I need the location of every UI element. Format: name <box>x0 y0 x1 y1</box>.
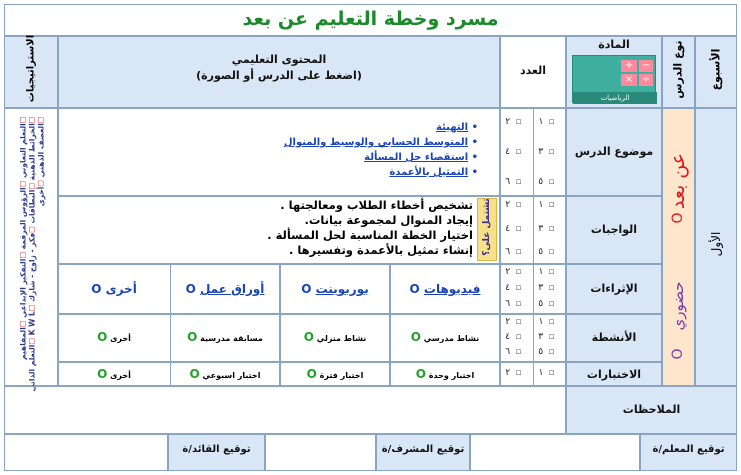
count-box-5[interactable]: ٥ ☐ <box>538 299 555 309</box>
count-box-2[interactable]: ٢ ☐ <box>505 317 522 327</box>
minus-tile-icon: − <box>639 60 653 72</box>
enrichments-label: الإثراءات <box>590 282 638 295</box>
topic-list <box>258 120 478 180</box>
leader-sign-label: توقيع القائد/ة <box>182 444 251 455</box>
strategy-checkbox-icon: ☐ <box>36 179 46 187</box>
lesson-type-header: نوع الدرس <box>671 40 685 99</box>
divide-tile-icon: ÷ <box>639 74 653 86</box>
strategy-checkbox-icon: ☐ <box>27 337 37 345</box>
strategy-checkbox-icon: ☐ <box>36 116 46 124</box>
leader-sign-field[interactable] <box>4 434 168 471</box>
strategies-list <box>19 117 46 393</box>
count-box-1[interactable]: ١ ☐ <box>538 200 555 210</box>
homework-tag-label: تشتمل على؟ <box>482 198 492 256</box>
subject-image[interactable] <box>572 55 656 103</box>
strategy-item: التفكير الإبداعي <box>18 258 28 318</box>
activity-option-competition[interactable]: مسابقة مدرسية O <box>187 330 263 344</box>
list-item[interactable]: • التمثيل بالأعمدة <box>389 167 478 178</box>
strategy-checkbox-icon: ☐ <box>27 226 37 233</box>
activity-option-other[interactable]: أخرى O <box>97 330 131 344</box>
topic-link[interactable]: التهيئة <box>436 122 469 133</box>
radio-circle-icon: O <box>409 282 420 296</box>
strategy-item: التعلم التعاوني <box>18 123 28 179</box>
strategy-item: العصف الذهني <box>36 123 46 178</box>
strategy-checkbox-icon: ☐ <box>18 180 28 188</box>
radio-circle-icon: O <box>301 282 312 296</box>
strategy-checkbox-icon: ☐ <box>27 304 37 312</box>
list-item[interactable]: • استقصاء حل المسألة <box>364 152 478 163</box>
strategy-item: K W L <box>27 311 37 336</box>
subject-image-caption: الرياضيات <box>573 92 657 104</box>
count-box-2[interactable]: ٢ ☐ <box>505 117 522 127</box>
count-box-2[interactable]: ٢ ☐ <box>505 368 522 378</box>
count-box-3[interactable]: ٣ ☐ <box>538 332 555 342</box>
subject-header: المادة <box>598 38 630 51</box>
week-header: الأسبوع <box>709 48 723 91</box>
strategy-checkbox-icon: ☐ <box>18 320 28 328</box>
teacher-sign-field[interactable] <box>470 434 640 471</box>
topic-link[interactable]: المتوسط الحسابي والوسيط والمنوال <box>283 137 469 148</box>
homework-list <box>255 198 473 258</box>
count-box-3[interactable]: ٣ ☐ <box>538 224 555 234</box>
homework-item: إنشاء تمثيل بالأعمدة وتفسيرها . <box>288 243 473 257</box>
count-box-6[interactable]: ٦ ☐ <box>505 299 522 309</box>
plus-tile-icon: + <box>621 60 637 72</box>
count-box-2[interactable]: ٢ ☐ <box>505 200 522 210</box>
activities-label: الأنشطة <box>591 331 637 344</box>
radio-circle-icon: O <box>91 282 102 296</box>
strategy-item: البطاقات <box>27 189 37 224</box>
radio-circle-icon: O <box>185 282 196 296</box>
count-box-6[interactable]: ٦ ☐ <box>505 347 522 357</box>
test-option-period[interactable]: اختبار فترة O <box>306 367 364 381</box>
count-box-5[interactable]: ٥ ☐ <box>538 247 555 257</box>
count-box-3[interactable]: ٣ ☐ <box>538 147 555 157</box>
count-box-5[interactable]: ٥ ☐ <box>538 347 555 357</box>
content-header: المحتوى التعليمي <box>231 53 327 66</box>
homework-item: إيجاد المنوال لمجموعة بيانات. <box>304 213 473 227</box>
count-box-4[interactable]: ٤ ☐ <box>505 224 522 234</box>
topic-label: موضوع الدرس <box>574 145 654 158</box>
enrich-option-videos[interactable]: فيديوهات O <box>409 282 481 296</box>
activity-option-home[interactable]: نشاط منزلي O <box>303 330 367 344</box>
strategy-item: التعلم الذاتي <box>27 344 37 392</box>
strategy-checkbox-icon: ☐ <box>18 116 28 124</box>
enrich-option-other[interactable]: أخرى O <box>91 282 137 296</box>
radio-circle-icon: O <box>410 330 421 344</box>
strategy-item: فكر - زاوج - شارك <box>27 232 37 302</box>
remote-radio-icon[interactable]: O <box>670 212 686 224</box>
radio-circle-icon: O <box>189 367 200 381</box>
count-box-4[interactable]: ٤ ☐ <box>505 332 522 342</box>
strategy-checkbox-icon: ☐ <box>18 251 28 259</box>
test-option-other[interactable]: أخرى O <box>97 367 131 381</box>
homework-item: اختيار الخطة المناسبة لحل المسألة . <box>267 228 473 242</box>
strategy-item: الخرائط الذهنية <box>27 123 37 181</box>
strategy-checkbox-icon: ☐ <box>27 182 37 190</box>
notes-field[interactable] <box>4 386 566 434</box>
radio-circle-icon: O <box>187 330 198 344</box>
strategies-header: الاستراتيجيات <box>25 34 37 103</box>
topic-link[interactable]: التمثيل بالأعمدة <box>389 167 469 178</box>
count-header: العدد <box>519 64 547 77</box>
homework-row-label: الواجبات <box>590 223 638 236</box>
homework-item: تشخيص أخطاء الطلاب ومعالجتها . <box>280 198 473 212</box>
present-label[interactable]: حضوري <box>669 281 687 331</box>
strategy-item: المفاهيم <box>18 327 28 360</box>
present-radio-icon[interactable]: O <box>670 348 686 360</box>
enrich-option-worksheets[interactable]: أوراق عمل O <box>185 282 265 296</box>
count-box-1[interactable]: ١ ☐ <box>538 117 555 127</box>
radio-circle-icon: O <box>303 330 314 344</box>
radio-circle-icon: O <box>97 367 108 381</box>
count-box-4[interactable]: ٤ ☐ <box>505 283 522 293</box>
count-box-1[interactable]: ١ ☐ <box>538 317 555 327</box>
radio-circle-icon: O <box>306 367 317 381</box>
times-tile-icon: × <box>621 74 637 86</box>
content-subheader: (اضغط على الدرس أو الصورة) <box>196 69 362 82</box>
radio-circle-icon: O <box>97 330 108 344</box>
count-box-2[interactable]: ٢ ☐ <box>505 267 522 277</box>
count-box-1[interactable]: ١ ☐ <box>538 267 555 277</box>
count-box-5[interactable]: ٥ ☐ <box>538 177 555 187</box>
count-box-4[interactable]: ٤ ☐ <box>505 147 522 157</box>
activity-option-school[interactable]: نشاط مدرسي O <box>410 330 480 344</box>
teacher-sign-label: توقيع المعلم/ة <box>652 444 725 455</box>
tests-label: الاختبارات <box>586 368 642 381</box>
strategy-item: أخرى <box>36 186 46 207</box>
topic-link[interactable]: استقصاء حل المسألة <box>364 152 469 163</box>
radio-circle-icon: O <box>415 367 426 381</box>
test-option-unit[interactable]: اختبار وحدة O <box>415 367 475 381</box>
test-option-weekly[interactable]: اختبار اسبوعي O <box>189 367 261 381</box>
strategy-checkbox-icon: ☐ <box>27 116 37 124</box>
strategy-item: الرؤوس المرقمة <box>18 187 28 250</box>
list-item[interactable]: • المتوسط الحسابي والوسيط والمنوال <box>283 137 478 148</box>
week-value: الأول <box>709 231 723 257</box>
remote-label[interactable]: عن بعد <box>667 152 689 210</box>
list-item[interactable]: • التهيئة <box>436 122 478 133</box>
enrich-option-powerpoint[interactable]: بوربوينت O <box>301 282 369 296</box>
supervisor-sign-field[interactable] <box>265 434 376 471</box>
supervisor-sign-label: توقيع المشرف/ة <box>381 444 465 455</box>
count-box-3[interactable]: ٣ ☐ <box>538 283 555 293</box>
count-box-1[interactable]: ١ ☐ <box>538 368 555 378</box>
count-box-6[interactable]: ٦ ☐ <box>505 177 522 187</box>
notes-label: الملاحظات <box>622 403 681 416</box>
count-box-6[interactable]: ٦ ☐ <box>505 247 522 257</box>
page-title: مسرد وخطة التعليم عن بعد <box>242 8 499 30</box>
